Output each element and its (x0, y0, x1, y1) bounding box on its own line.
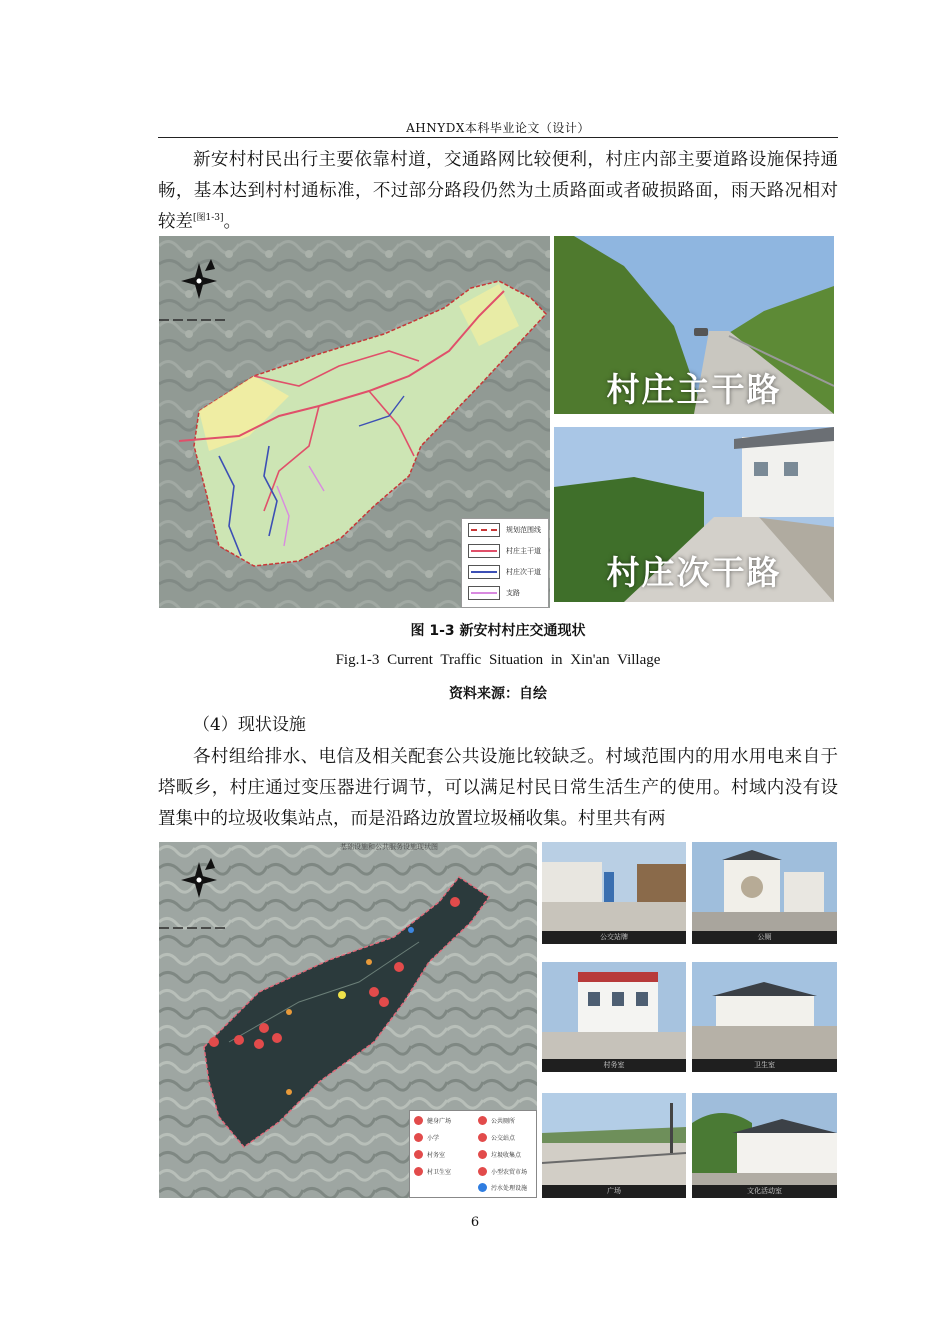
public-toilet-icon (478, 1116, 487, 1125)
legend-item (478, 1183, 527, 1192)
photo-clinic-graphic (692, 962, 837, 1072)
photo-bus-stop-graphic (542, 842, 686, 944)
photo-caption: 广场 (542, 1185, 686, 1198)
market-icon (478, 1167, 487, 1176)
clinic-icon (414, 1167, 423, 1176)
legend-label: 小学 (427, 1135, 440, 1142)
legend-label: 村务室 (427, 1152, 446, 1159)
paragraph-traffic-end: 。 (223, 212, 242, 232)
legend-label: 村庄次干道 (506, 567, 541, 576)
page-number: 6 (470, 1215, 480, 1230)
garbage-point-icon (478, 1150, 487, 1159)
legend-label: 公共厕所 (491, 1118, 516, 1125)
photo-bus-stop (542, 842, 686, 944)
legend-label: 垃圾收集点 (491, 1152, 522, 1159)
facilities-map (159, 842, 537, 1198)
secondary-road-label: 村庄次干路 (606, 553, 782, 592)
running-header: AHNYDX本科毕业论文（设计） (406, 121, 590, 135)
photo-caption: 公交站牌 (542, 931, 686, 944)
legend-swatch-secondary-road (468, 565, 500, 579)
fitness-square-icon (414, 1116, 423, 1125)
legend-label: 公交站点 (491, 1135, 516, 1142)
photo-toilet (692, 842, 837, 944)
header-rule (158, 137, 838, 138)
school-icon (414, 1133, 423, 1142)
main-road-label: 村庄主干路 (606, 370, 782, 409)
bus-stop-icon (478, 1133, 487, 1142)
secondary-road-photo (554, 427, 834, 602)
figure-1-caption-en: Fig.1-3 Current Traffic Situation in Xin'an Village (335, 652, 661, 668)
figure-reference: [图1-3] (193, 213, 224, 224)
main-road-photo (554, 236, 834, 414)
legend-swatch-boundary (468, 523, 500, 537)
legend-item (478, 1116, 515, 1125)
paragraph-facilities: 各村组给排水、电信及相关配套公共设施比较缺乏。村域范围内的用水用电来自于塔畈乡，村庄通过变压器进行调节，可以满足村民日常生活生产的使用。村域内没有设置集中的垃圾收集站点，而是沿路边放置垃圾桶收集。村里共有两 (158, 747, 838, 829)
legend-label: 规划范围线 (506, 525, 541, 534)
legend-label: 村庄主干道 (506, 546, 541, 555)
photo-caption: 公厕 (692, 931, 837, 944)
photo-square (542, 1093, 686, 1198)
facilities-legend (409, 1110, 537, 1198)
photo-caption: 卫生室 (692, 1059, 837, 1072)
photo-caption: 村务室 (542, 1059, 686, 1072)
photo-toilet-graphic (692, 842, 837, 944)
figure-1-caption-cn: 图 1-3 新安村村庄交通现状 (410, 623, 586, 639)
legend-item (462, 519, 548, 540)
paragraph-traffic-text: 新安村村民出行主要依靠村道，交通路网比较便利，村庄内部主要道路设施保持通畅，基本达到村村通标准，不过部分路段仍然为土质路面或者破损路面，雨天路况相对较差 (158, 150, 838, 232)
legend-item (462, 561, 548, 582)
legend-item (414, 1150, 445, 1159)
photo-caption: 文化活动室 (692, 1185, 837, 1198)
legend-item (478, 1150, 521, 1159)
photo-village-office (542, 962, 686, 1072)
section-heading: （4）现状设施 (193, 715, 306, 735)
photo-clinic (692, 962, 837, 1072)
village-office-icon (414, 1150, 423, 1159)
legend-label: 小型农贸市场 (491, 1169, 528, 1176)
legend-label: 村卫生室 (427, 1169, 452, 1176)
photo-culture-room-graphic (692, 1093, 837, 1198)
paragraph-traffic (158, 145, 838, 238)
legend-item (462, 582, 548, 603)
legend-item (414, 1116, 451, 1125)
sewage-facility-icon (478, 1183, 487, 1192)
legend-swatch-main-road (468, 544, 500, 558)
legend-item (414, 1167, 451, 1176)
photo-culture-room (692, 1093, 837, 1198)
legend-label: 支路 (506, 588, 520, 597)
photo-village-office-graphic (542, 962, 686, 1072)
facilities-map-title: 基础设施和公共服务设施现状图 (340, 843, 438, 851)
legend-label: 健身广场 (427, 1118, 452, 1125)
figure-1-source: 资料来源：自绘 (449, 686, 547, 702)
legend-item (478, 1167, 527, 1176)
legend-swatch-branch-road (468, 586, 500, 600)
legend-item (478, 1133, 515, 1142)
legend-label: 污水处理设施 (491, 1185, 528, 1192)
legend-item (462, 540, 548, 561)
photo-square-graphic (542, 1093, 686, 1198)
legend-item (414, 1133, 439, 1142)
traffic-map (159, 236, 550, 608)
traffic-legend (461, 518, 549, 608)
